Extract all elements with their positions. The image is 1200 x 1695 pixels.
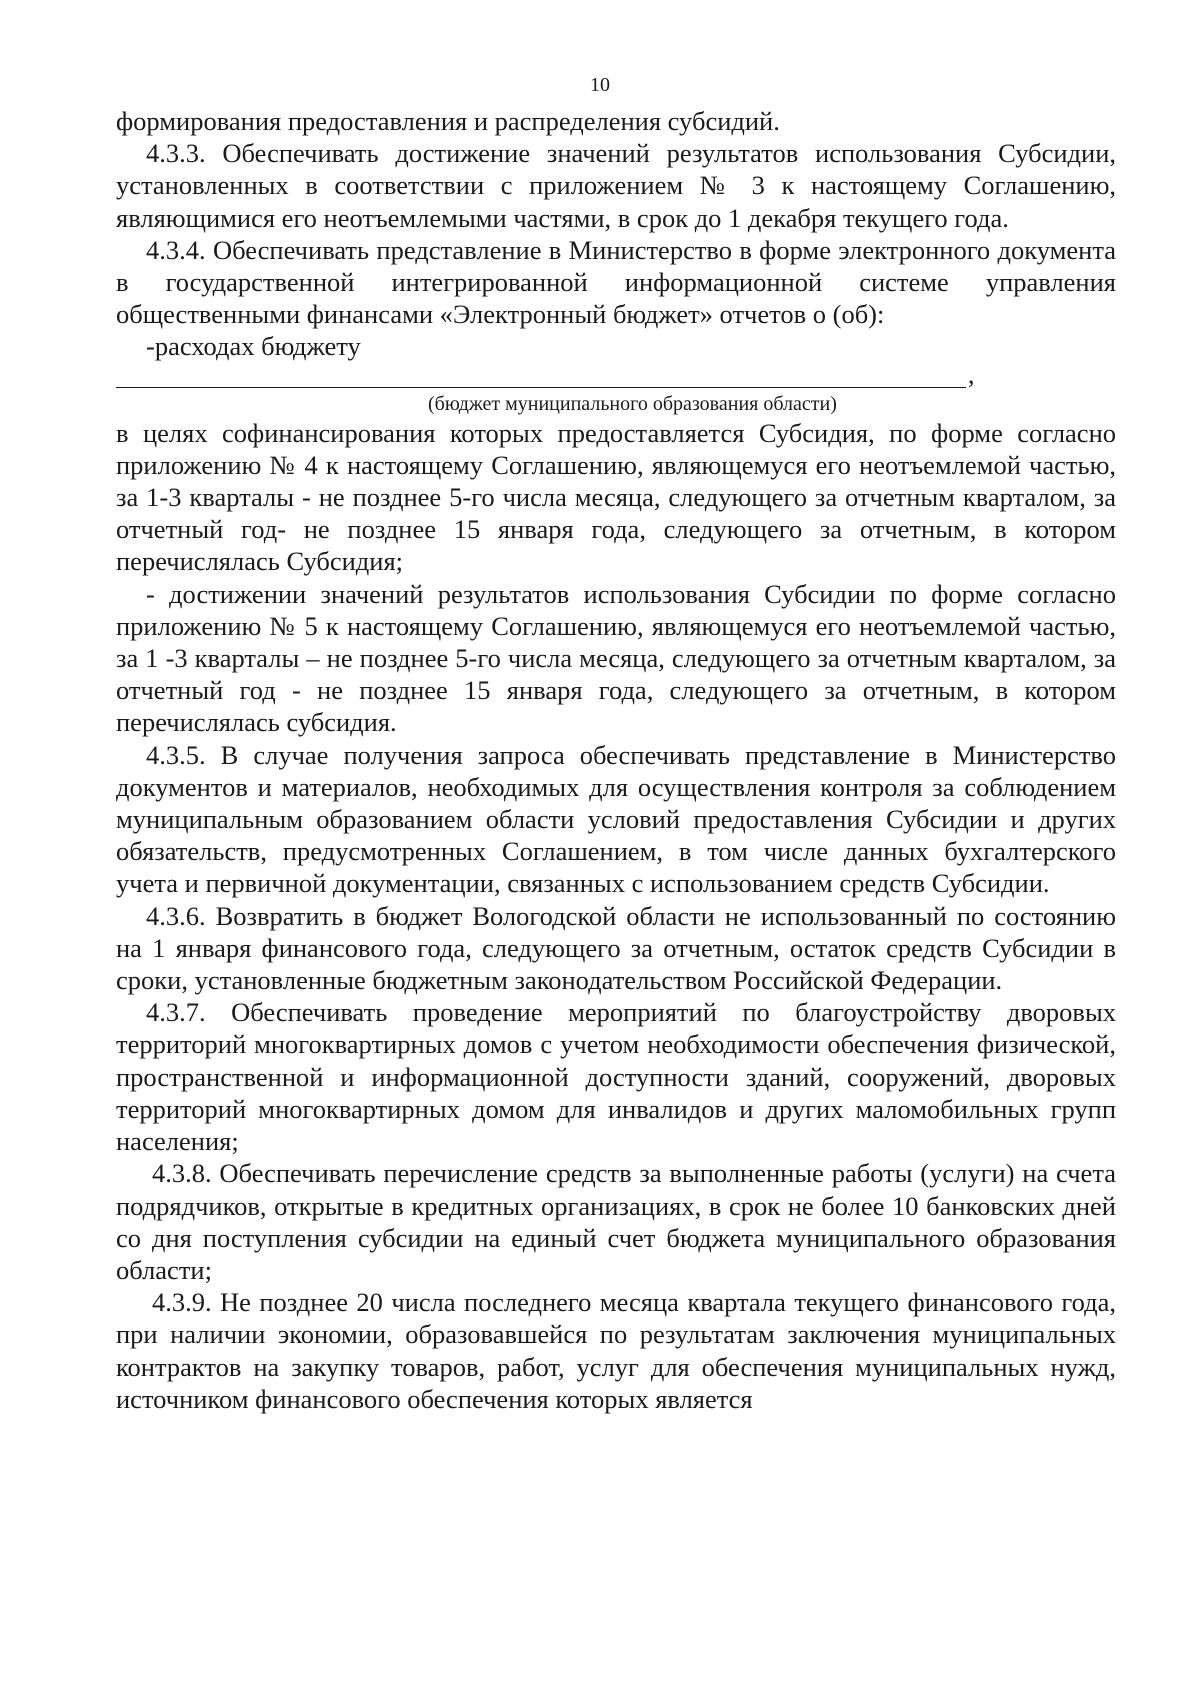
paragraph-4-3-5: 4.3.5. В случае получения запроса обеспечивать представление в Министерство документов и материалов, необходимых для осуществления контроля за соблюдением муниципальным образованием области условий предоставления Субсидии и других обязательств, предусмотренных Соглашением, в том числе данных бухгалтерского учета и первичной документации, связанных с использованием средств Субсидии. — [116, 739, 1116, 899]
paragraph-4-3-3: 4.3.3. Обеспечивать достижение значений результатов использования Субсидии, установленных в соответствии с приложением № 3 к настоящему Соглашению, являющимися его неотъемлемыми частями, в срок до 1 декабря текущего года. — [116, 138, 1116, 233]
paragraph-4-3-6: 4.3.6. Возвратить в бюджет Вологодской области не использованный по состоянию на 1 января финансового года, следующего за отчетным, остаток средств Субсидии в сроки, установленные бюджетным законодательством Российской Федерации. — [116, 900, 1116, 996]
paragraph-cofinancing-report: в целях софинансирования которых предоставляется Субсидия, по форме согласно приложению № 4 к настоящему Соглашению, являющемуся его неотъемлемой частью, за 1-3 кварталы - не позднее 5-го числа месяца, следующего за отчетным кварталом, за отчетный год- не позднее 15 января года, следующего за отчетным, в котором перечислялась Субсидия; — [116, 417, 1116, 577]
fill-in-comma: , — [968, 359, 975, 389]
paragraph-4-3-9: 4.3.9. Не позднее 20 числа последнего месяца квартала текущего финансового года, при наличии экономии, образовавшейся по результатам заключения муниципальных контрактов на закупку товаров, работ, услуг для обеспечения муниципальных нужд, источником финансового обеспечения которых является — [116, 1287, 1116, 1414]
page-number: 10 — [590, 74, 610, 96]
paragraph-4-3-7: 4.3.7. Обеспечивать проведение мероприятий по благоустройству дворовых территорий многоквартирных домов с учетом необходимости обеспечения физической, пространственной и информационной доступности зданий, сооружений, дворовых территорий многоквартирных домом для инвалидов и других маломобильных групп населения; — [116, 997, 1116, 1157]
fill-in-line — [116, 387, 966, 388]
document-body — [116, 105, 1116, 1415]
paragraph-continuation: формирования предоставления и распределения субсидий. — [116, 106, 780, 136]
paragraph-4-3-4: 4.3.4. Обеспечивать представление в Министерство в форме электронного документа в государственной интегрированной информационной системе управления общественными финансами «Электронный бюджет» отчетов о (об): — [116, 234, 1116, 330]
paragraph-budget-expenses: -расходах бюджету — [146, 331, 361, 362]
paragraph-4-3-8: 4.3.8. Обеспечивать перечисление средств за выполненные работы (услуги) на счета подрядчиков, открытые в кредитных организациях, в срок не более 10 банковских дней со дня поступления субсидии на единый счет бюджета муниципального образования области; — [116, 1158, 1116, 1285]
fill-in-caption: (бюджет муниципального образования области) — [428, 392, 837, 415]
paragraph-results-report: - достижении значений результатов использования Субсидии по форме согласно приложению № 5 к настоящему Соглашению, являющемуся его неотъемлемой частью, за 1 -3 кварталы – не позднее 5-го числа месяца, следующего за отчетным кварталом, за отчетный год - не позднее 15 января года, следующего за отчетным, в котором перечислялась субсидия. — [116, 578, 1116, 738]
fill-in-blank — [116, 359, 1116, 391]
